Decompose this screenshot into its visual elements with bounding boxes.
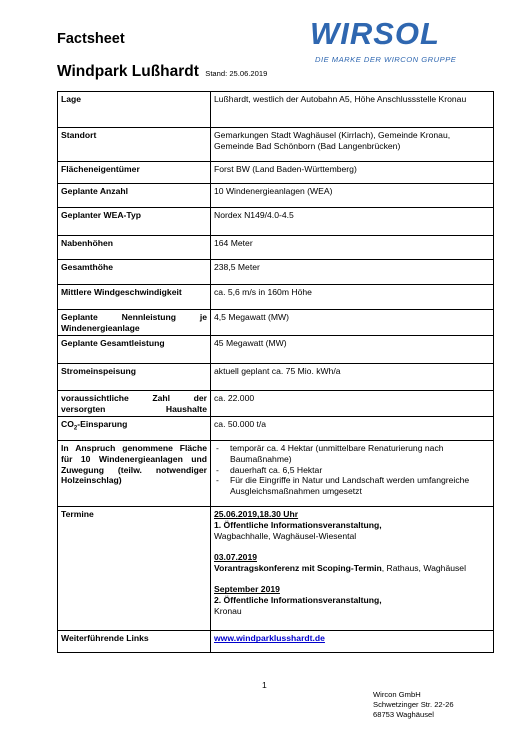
address-line: 68753 Waghäusel [373, 710, 434, 719]
row-value: 4,5 Megawatt (MW) [211, 310, 494, 336]
row-value: Forst BW (Land Baden-Württemberg) [211, 162, 494, 184]
bullet-list [214, 443, 490, 496]
address-line: Wircon GmbH [373, 690, 421, 699]
table-row [58, 184, 494, 208]
row-value-bullets [211, 441, 494, 507]
table-row [58, 631, 494, 653]
stand-date: Stand: 25.06.2019 [205, 69, 268, 78]
row-label: Geplante Nennleistung je Windenergieanlage [58, 310, 211, 336]
company-address [373, 690, 454, 720]
termin-event: 2. Öffentliche Informationsveranstaltung, [214, 594, 382, 605]
row-value: aktuell geplant ca. 75 Mio. kWh/a [211, 364, 494, 391]
website-link[interactable]: www.windparklusshardt.de [214, 633, 325, 644]
row-value: 164 Meter [211, 236, 494, 260]
row-value: ca. 22.000 [211, 391, 494, 417]
address-line: Schwetzinger Str. 22-26 [373, 700, 454, 709]
table-row [58, 236, 494, 260]
list-item: - Für die Eingriffe in Natur und Landschaft werden umfangreiche Ausgleichsmaßnahmen umgesetzt [214, 475, 490, 496]
termin-date: September 2019 [214, 584, 280, 595]
termin-place: , Rathaus, Waghäusel [381, 562, 466, 573]
logo-tagline: DIE MARKE DER WIRCON GRUPPE [315, 55, 457, 64]
co2-label-prefix: CO [61, 419, 74, 430]
document-title [57, 63, 267, 81]
row-value: Nordex N149/4.0-4.5 [211, 208, 494, 236]
row-label: Geplante Anzahl [58, 184, 211, 208]
wirsol-logo [310, 17, 468, 69]
table-row [58, 260, 494, 285]
list-item: - dauerhaft ca. 6,5 Hektar [214, 465, 490, 476]
row-label: Stromeinspeisung [58, 364, 211, 391]
factsheet-table [57, 91, 494, 653]
table-row [58, 128, 494, 162]
termin-event-line [214, 563, 490, 574]
row-label: Geplanter WEA-Typ [58, 208, 211, 236]
row-value: 45 Megawatt (MW) [211, 336, 494, 364]
logo-wordmark: WIRSOL [310, 16, 440, 51]
table-row [58, 417, 494, 441]
table-row [58, 310, 494, 336]
row-label: Termine [58, 507, 211, 631]
row-label: In Anspruch genommene Fläche für 10 Windenergieanlagen und Zuwegung (teilw. notwendiger Holzeinschlag) [58, 441, 211, 507]
table-row [58, 162, 494, 184]
row-value: ca. 50.000 t/a [211, 417, 494, 441]
row-label: Weiterführende Links [58, 631, 211, 653]
row-label: voraussichtliche Zahl der versorgten Haushalte [58, 391, 211, 417]
table-row [58, 285, 494, 310]
row-label: Mittlere Windgeschwindigkeit [58, 285, 211, 310]
table-row [58, 441, 494, 507]
termin-date: 03.07.2019 [214, 552, 258, 563]
table-row [58, 336, 494, 364]
row-label: Gesamthöhe [58, 260, 211, 285]
row-value-termine [211, 507, 494, 631]
table-row [58, 507, 494, 631]
termin-date: 25.06.2019,18.30 Uhr [214, 509, 299, 520]
table-row [58, 208, 494, 236]
termin-place: Kronau [214, 605, 242, 616]
row-label: Lage [58, 92, 211, 128]
row-value-link [211, 631, 494, 653]
table-row [58, 92, 494, 128]
table-row [58, 391, 494, 417]
page-header-title: Factsheet [57, 31, 125, 47]
row-value: Gemarkungen Stadt Waghäusel (Kirrlach), Gemeinde Kronau, Gemeinde Bad Schönborn (Bad Langenbrücken) [211, 128, 494, 162]
document-title-text: Windpark Lußhardt [57, 63, 199, 80]
termin-event: 1. Öffentliche Informationsveranstaltung, [214, 519, 382, 530]
row-label: Geplante Gesamtleistung [58, 336, 211, 364]
row-label: Nabenhöhen [58, 236, 211, 260]
co2-label-subscript: 2 [73, 426, 78, 433]
page-number: 1 [262, 680, 267, 690]
row-value: 238,5 Meter [211, 260, 494, 285]
list-item: - temporär ca. 4 Hektar (unmittelbare Renaturierung nach Baumaßnahme) [214, 443, 490, 464]
row-value: Lußhardt, westlich der Autobahn A5, Höhe Anschlussstelle Kronau [211, 92, 494, 128]
termin-place: Wagbachhalle, Waghäusel-Wiesental [214, 530, 357, 541]
table-row [58, 364, 494, 391]
row-label: Standort [58, 128, 211, 162]
row-label: Flächeneigentümer [58, 162, 211, 184]
row-label-co2 [58, 417, 211, 441]
row-value: 10 Windenergieanlagen (WEA) [211, 184, 494, 208]
co2-label-suffix: -Einsparung [77, 419, 128, 430]
termin-event: Vorantragskonferenz mit Scoping-Termin [214, 562, 382, 573]
row-value: ca. 5,6 m/s in 160m Höhe [211, 285, 494, 310]
